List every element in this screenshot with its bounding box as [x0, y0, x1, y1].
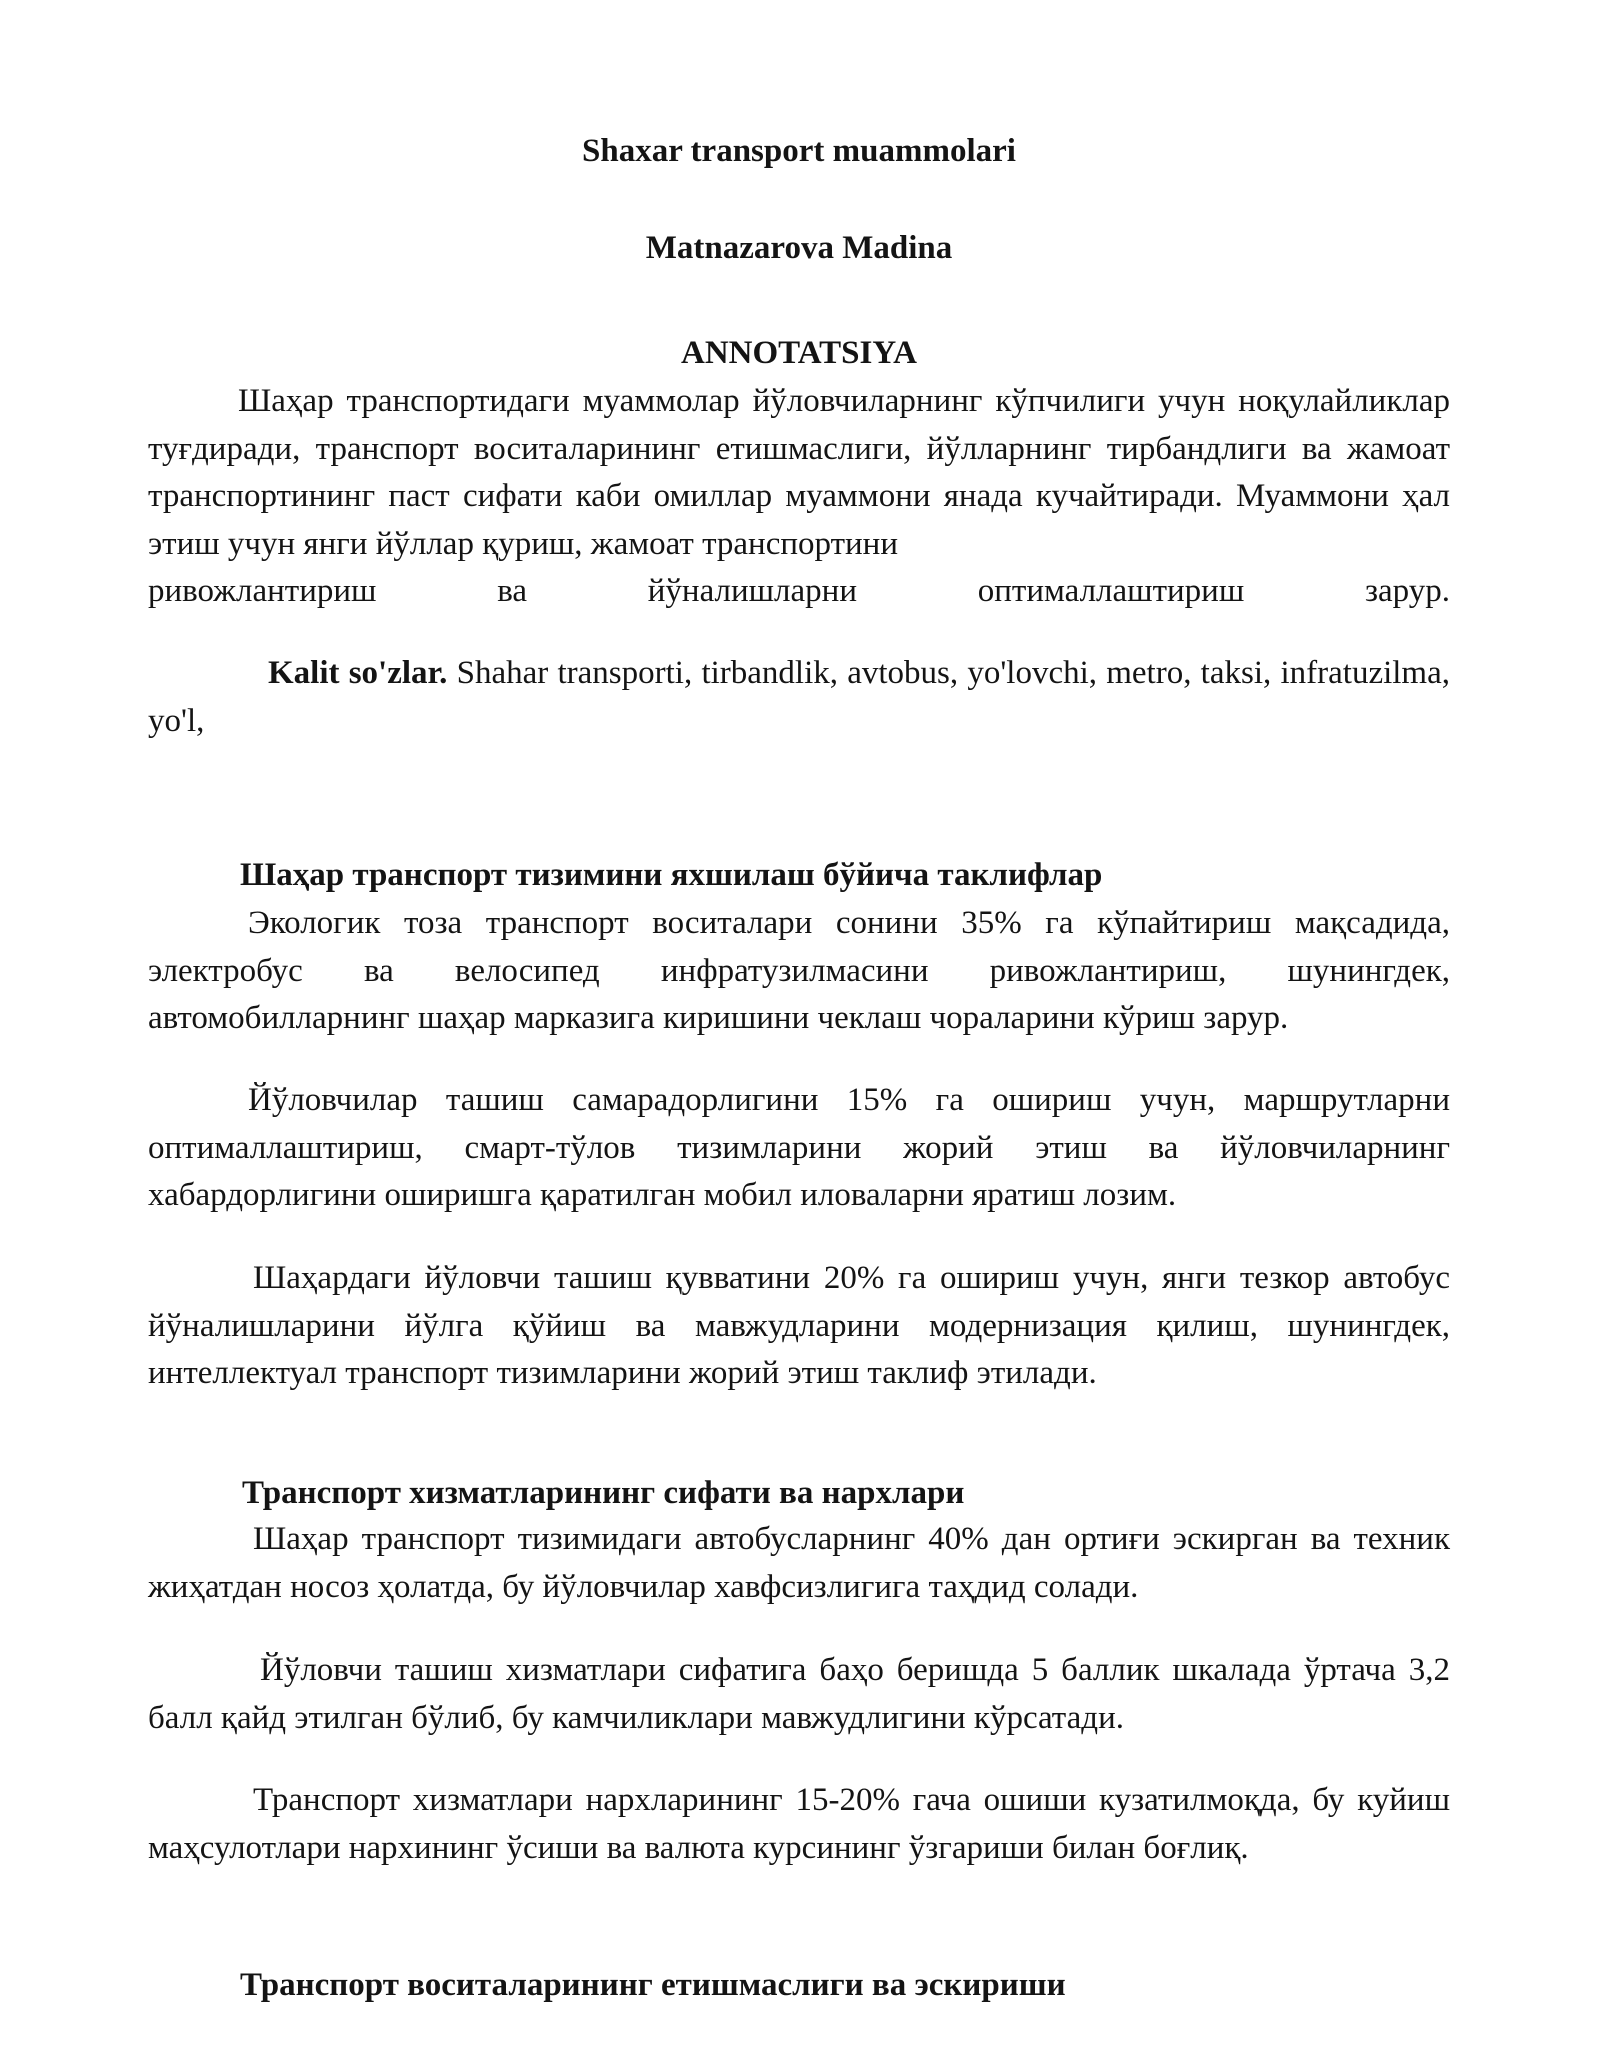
- abstract-paragraph: Шаҳар транспортидаги муаммолар йўловчиларнинг кўпчилиги учун ноқулайликлар туғдиради, транспорт воситаларининг етишмаслиги, йўлларнинг тирбандлиги ва жамоат транспортининг паст сифати каби омиллар муаммони янада кучайтиради. Муаммони ҳал этиш учун янги йўллар қуриш, жамоат транспортини: [148, 383, 1450, 562]
- section-heading-quality-prices: Транспорт хизматларининг сифати ва нархлари: [242, 1475, 965, 1511]
- keywords-text: Shahar transporti, tirbandlik, avtobus, yo'lovchi, metro, taksi, infratuzilma, yo'l,: [148, 655, 1450, 739]
- section-paragraph: Транспорт хизматлари нархларининг 15-20% гача ошиши кузатилмоқда, бу куйиш маҳсулотлари нархининг ўсиши ва валюта курсининг ўзгариши билан боғлиқ.: [148, 1782, 1450, 1866]
- keywords-label: Kalit so'zlar.: [268, 655, 448, 691]
- section-heading-shortage: Транспорт воситаларининг етишмаслиги ва эскириши: [240, 1967, 1066, 2003]
- document-title: Shaxar transport muammolari: [582, 133, 1016, 169]
- abstract-last-line: ривожлантириш ва йўналишларни оптималлаштириш зарур.: [148, 573, 1450, 609]
- section-paragraph: Йўловчи ташиш хизматлари сифатига баҳо беришда 5 баллик шкалада ўртача 3,2 балл қайд этилган бўлиб, бу камчиликлари мавжудлигини кўрсатади.: [148, 1652, 1450, 1736]
- author-name: Matnazarova Madina: [645, 230, 953, 266]
- section-paragraph: Экологик тоза транспорт воситалари сонини 35% га кўпайтириш мақсадида, электробус ва велосипед инфратузилмасини ривожлантириш, шунингдек, автомобилларнинг шаҳар марказига киришини чеклаш чораларини кўриш зарур.: [148, 905, 1450, 1036]
- section-heading-proposals: Шаҳар транспорт тизимини яхшилаш бўйича таклифлар: [240, 857, 1103, 893]
- keywords-paragraph: [148, 650, 1450, 745]
- section-paragraph: Йўловчилар ташиш самарадорлигини 15% га ошириш учун, маршрутларни оптималлаштириш, смарт-тўлов тизимларини жорий этиш ва йўловчиларнинг хабардорлигини оширишга қаратилган мобил иловаларни яратиш лозим.: [148, 1082, 1450, 1213]
- section-paragraph: Шаҳардаги йўловчи ташиш қувватини 20% га ошириш учун, янги тезкор автобус йўналишларини йўлга қўйиш ва мавжудларини модернизация қилиш, шунингдек, интеллектуал транспорт тизимларини жорий этиш таклиф этилади.: [148, 1260, 1450, 1391]
- abstract-heading: ANNOTATSIYA: [681, 335, 917, 371]
- section-paragraph: Шаҳар транспорт тизимидаги автобусларнинг 40% дан ортиғи эскирган ва техник жиҳатдан носоз ҳолатда, бу йўловчилар хавфсизлигига таҳдид солади.: [148, 1521, 1450, 1605]
